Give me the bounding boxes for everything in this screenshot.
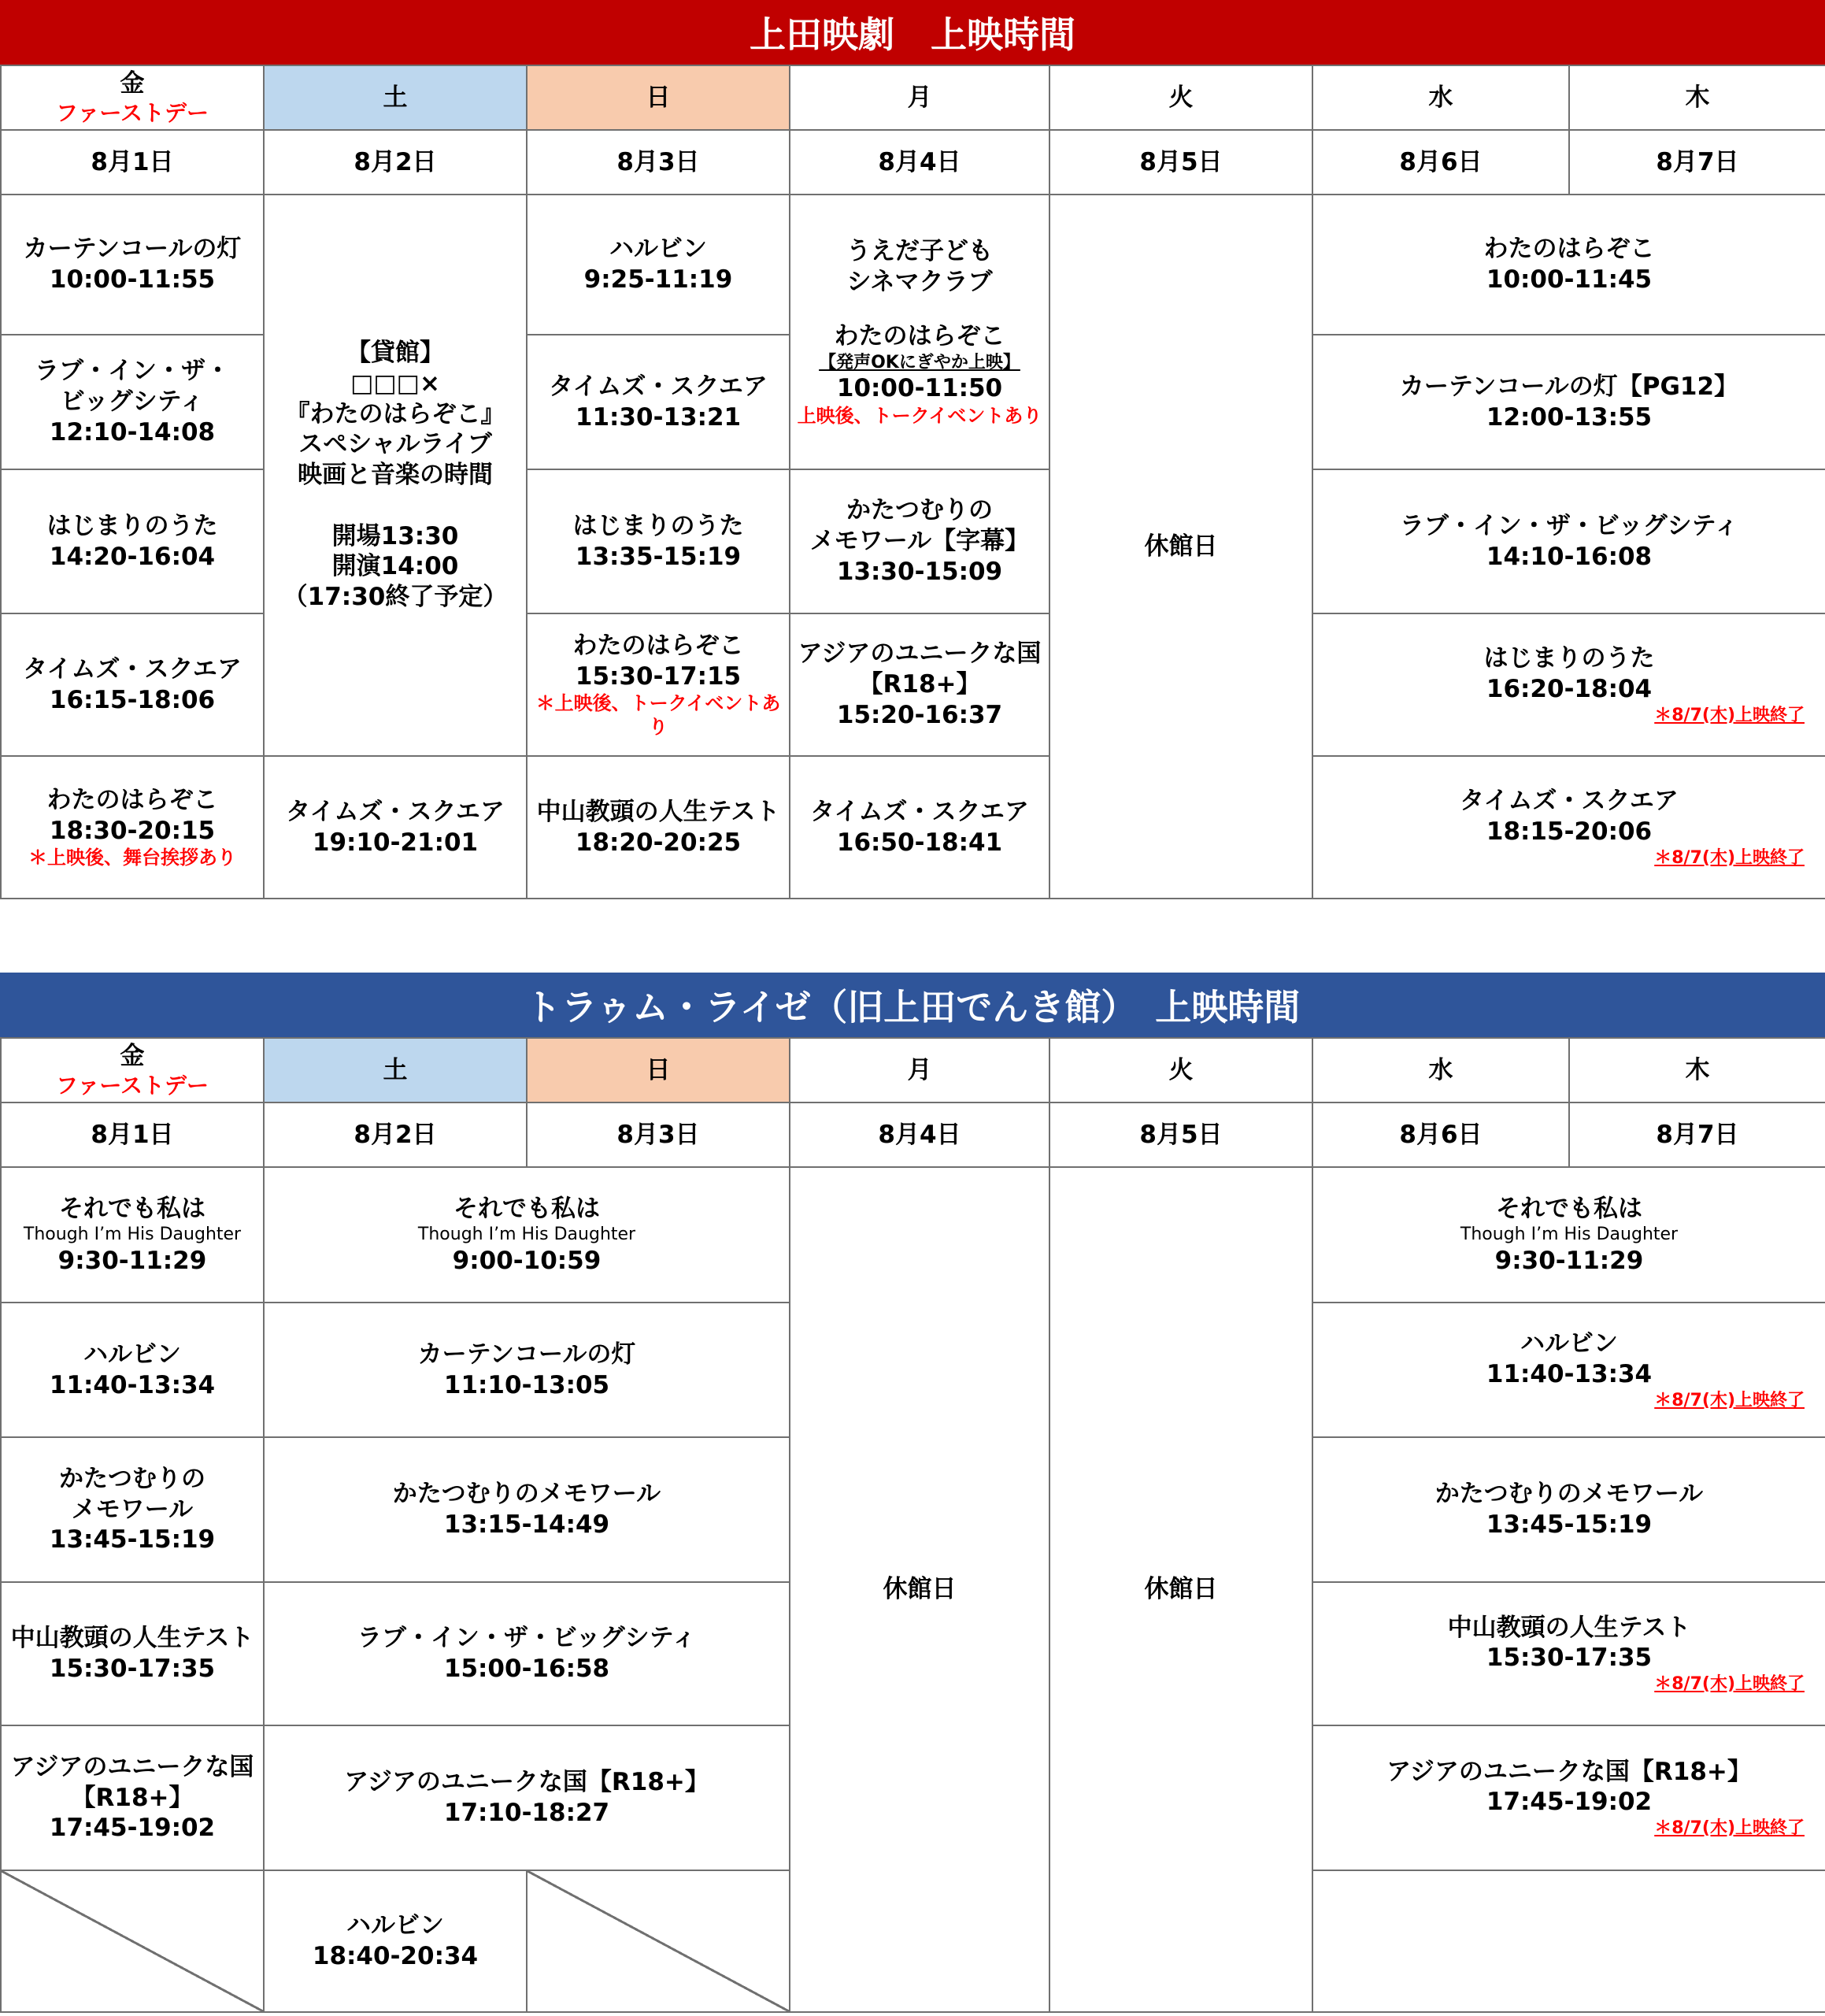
date-cell: 8月4日 (790, 130, 1049, 195)
empty-slot (527, 1870, 790, 2012)
date-cell: 8月2日 (264, 1102, 527, 1167)
showing-cell: カーテンコールの灯 10:00-11:55 (1, 195, 264, 335)
end-note: ＊8/7(木)上映終了 (1654, 1674, 1805, 1694)
showing-cell: 中山教頭の人生テスト 15:30-17:35 ＊8/7(木)上映終了 (1312, 1582, 1825, 1725)
showing-cell: はじまりのうた 13:35-15:19 (527, 469, 790, 613)
showing-cell: アジアのユニークな国【R18+】 17:45-19:02 ＊8/7(木)上映終了 (1312, 1725, 1825, 1870)
showing-cell: タイムズ・スクエア 16:50-18:41 (790, 756, 1049, 899)
day-wed: 水 (1312, 65, 1569, 130)
showing-cell: タイムズ・スクエア 19:10-21:01 (264, 756, 527, 899)
showing-cell: かたつむりのメモワール 13:45-15:19 (1312, 1437, 1825, 1582)
showing-cell: はじまりのうた 14:20-16:04 (1, 469, 264, 613)
showing-cell: 中山教頭の人生テスト 18:20-20:25 (527, 756, 790, 899)
showing-cell: はじまりのうた 16:20-18:04 ＊8/7(木)上映終了 (1312, 613, 1825, 756)
date-cell: 8月5日 (1049, 1102, 1312, 1167)
showing-cell: ハルビン 9:25-11:19 (527, 195, 790, 335)
date-cell: 8月3日 (527, 130, 790, 195)
showing-cell: わたのはらぞこ 15:30-17:15 ＊上映後、トークイベントあり (527, 613, 790, 756)
showing-cell: わたのはらぞこ 10:00-11:45 (1312, 195, 1825, 335)
date-cell: 8月7日 (1569, 130, 1825, 195)
end-note: ＊8/7(木)上映終了 (1654, 847, 1805, 868)
day-thu: 木 (1569, 65, 1825, 130)
showing-cell: かたつむりのメモワール 13:15-14:49 (264, 1437, 790, 1582)
day-fri: 金 ファーストデー (1, 1038, 264, 1102)
day-mon: 月 (790, 1038, 1049, 1102)
showing-cell: 中山教頭の人生テスト 15:30-17:35 (1, 1582, 264, 1725)
date-cell: 8月2日 (264, 130, 527, 195)
day-row (1, 1038, 1825, 1102)
showing-cell: タイムズ・スクエア 16:15-18:06 (1, 613, 264, 756)
table-row (1, 756, 1825, 899)
theater2-title: トラゥム・ライゼ（旧上田でんき館） 上映時間 (0, 973, 1825, 1037)
first-day-label: ファーストデー (55, 99, 209, 126)
date-cell: 8月7日 (1569, 1102, 1825, 1167)
showing-cell: ハルビン 11:40-13:34 (1, 1303, 264, 1437)
showing-cell: わたのはらぞこ 18:30-20:15 ＊上映後、舞台挨拶あり (1, 756, 264, 899)
showing-cell: タイムズ・スクエア 18:15-20:06 ＊8/7(木)上映終了 (1312, 756, 1825, 899)
date-cell: 8月6日 (1312, 130, 1569, 195)
special-event-cell: 【貸館】 □□□× 『わたのはらぞこ』 スペシャルライブ 映画と音楽の時間 開場13:30 開演14:00 （17:30終了予定） (264, 195, 527, 756)
showing-cell: ラブ・イン・ザ・ ビッグシティ 12:10-14:08 (1, 335, 264, 469)
first-day-label: ファーストデー (55, 1072, 209, 1099)
showing-cell: ラブ・イン・ザ・ビッグシティ 15:00-16:58 (264, 1582, 790, 1725)
day-tue: 火 (1049, 1038, 1312, 1102)
day-sat: 土 (264, 65, 527, 130)
date-cell: 8月4日 (790, 1102, 1049, 1167)
showing-cell: それでも私は Though I’m His Daughter 9:30-11:29 (1, 1167, 264, 1303)
showing-cell: カーテンコールの灯 11:10-13:05 (264, 1303, 790, 1437)
date-cell: 8月1日 (1, 130, 264, 195)
showing-cell: ハルビン 11:40-13:34 ＊8/7(木)上映終了 (1312, 1303, 1825, 1437)
showing-cell: ラブ・イン・ザ・ビッグシティ 14:10-16:08 (1312, 469, 1825, 613)
day-mon: 月 (790, 65, 1049, 130)
closed-cell: 休館日 (1049, 195, 1312, 899)
empty-slot (1, 1870, 264, 2012)
showing-cell: アジアのユニークな国【R18+】 17:10-18:27 (264, 1725, 790, 1870)
end-note: ＊8/7(木)上映終了 (1654, 705, 1805, 725)
day-wed: 水 (1312, 1038, 1569, 1102)
theater1-schedule-table (0, 65, 1825, 899)
theater1-title: 上田映劇 上映時間 (0, 0, 1825, 65)
showing-cell: アジアのユニークな国 【R18+】 15:20-16:37 (790, 613, 1049, 756)
showing-cell: カーテンコールの灯【PG12】 12:00-13:55 (1312, 335, 1825, 469)
date-cell: 8月5日 (1049, 130, 1312, 195)
date-row (1, 1102, 1825, 1167)
date-cell: 8月6日 (1312, 1102, 1569, 1167)
day-tue: 火 (1049, 65, 1312, 130)
closed-cell: 休館日 (790, 1167, 1049, 2012)
day-row (1, 65, 1825, 130)
day-thu: 木 (1569, 1038, 1825, 1102)
theater2-schedule-table (0, 1037, 1825, 2013)
closed-cell: 休館日 (1049, 1167, 1312, 2012)
end-note: ＊8/7(木)上映終了 (1654, 1818, 1805, 1838)
kids-cinema-club-cell: うえだ子ども シネマクラブ わたのはらぞこ 【発声OKにぎやか上映】 10:00-11:50 上映後、トークイベントあり (790, 195, 1049, 469)
showing-cell: タイムズ・スクエア 11:30-13:21 (527, 335, 790, 469)
end-note: ＊8/7(木)上映終了 (1654, 1390, 1805, 1410)
date-cell: 8月3日 (527, 1102, 790, 1167)
showing-cell: それでも私は Though I’m His Daughter 9:00-10:59 (264, 1167, 790, 1303)
date-row (1, 130, 1825, 195)
day-sun: 日 (527, 65, 790, 130)
showing-cell: かたつむりの メモワール 13:45-15:19 (1, 1437, 264, 1582)
empty-slot (1312, 1870, 1825, 2012)
showing-cell: それでも私は Though I’m His Daughter 9:30-11:29 (1312, 1167, 1825, 1303)
showing-cell: かたつむりの メモワール【字幕】 13:30-15:09 (790, 469, 1049, 613)
day-fri: 金 ファーストデー (1, 65, 264, 130)
table-row (1, 195, 1825, 335)
day-sun: 日 (527, 1038, 790, 1102)
date-cell: 8月1日 (1, 1102, 264, 1167)
table-row (1, 1167, 1825, 1303)
day-sat: 土 (264, 1038, 527, 1102)
showing-cell: アジアのユニークな国 【R18+】 17:45-19:02 (1, 1725, 264, 1870)
showing-cell: ハルビン 18:40-20:34 (264, 1870, 527, 2012)
